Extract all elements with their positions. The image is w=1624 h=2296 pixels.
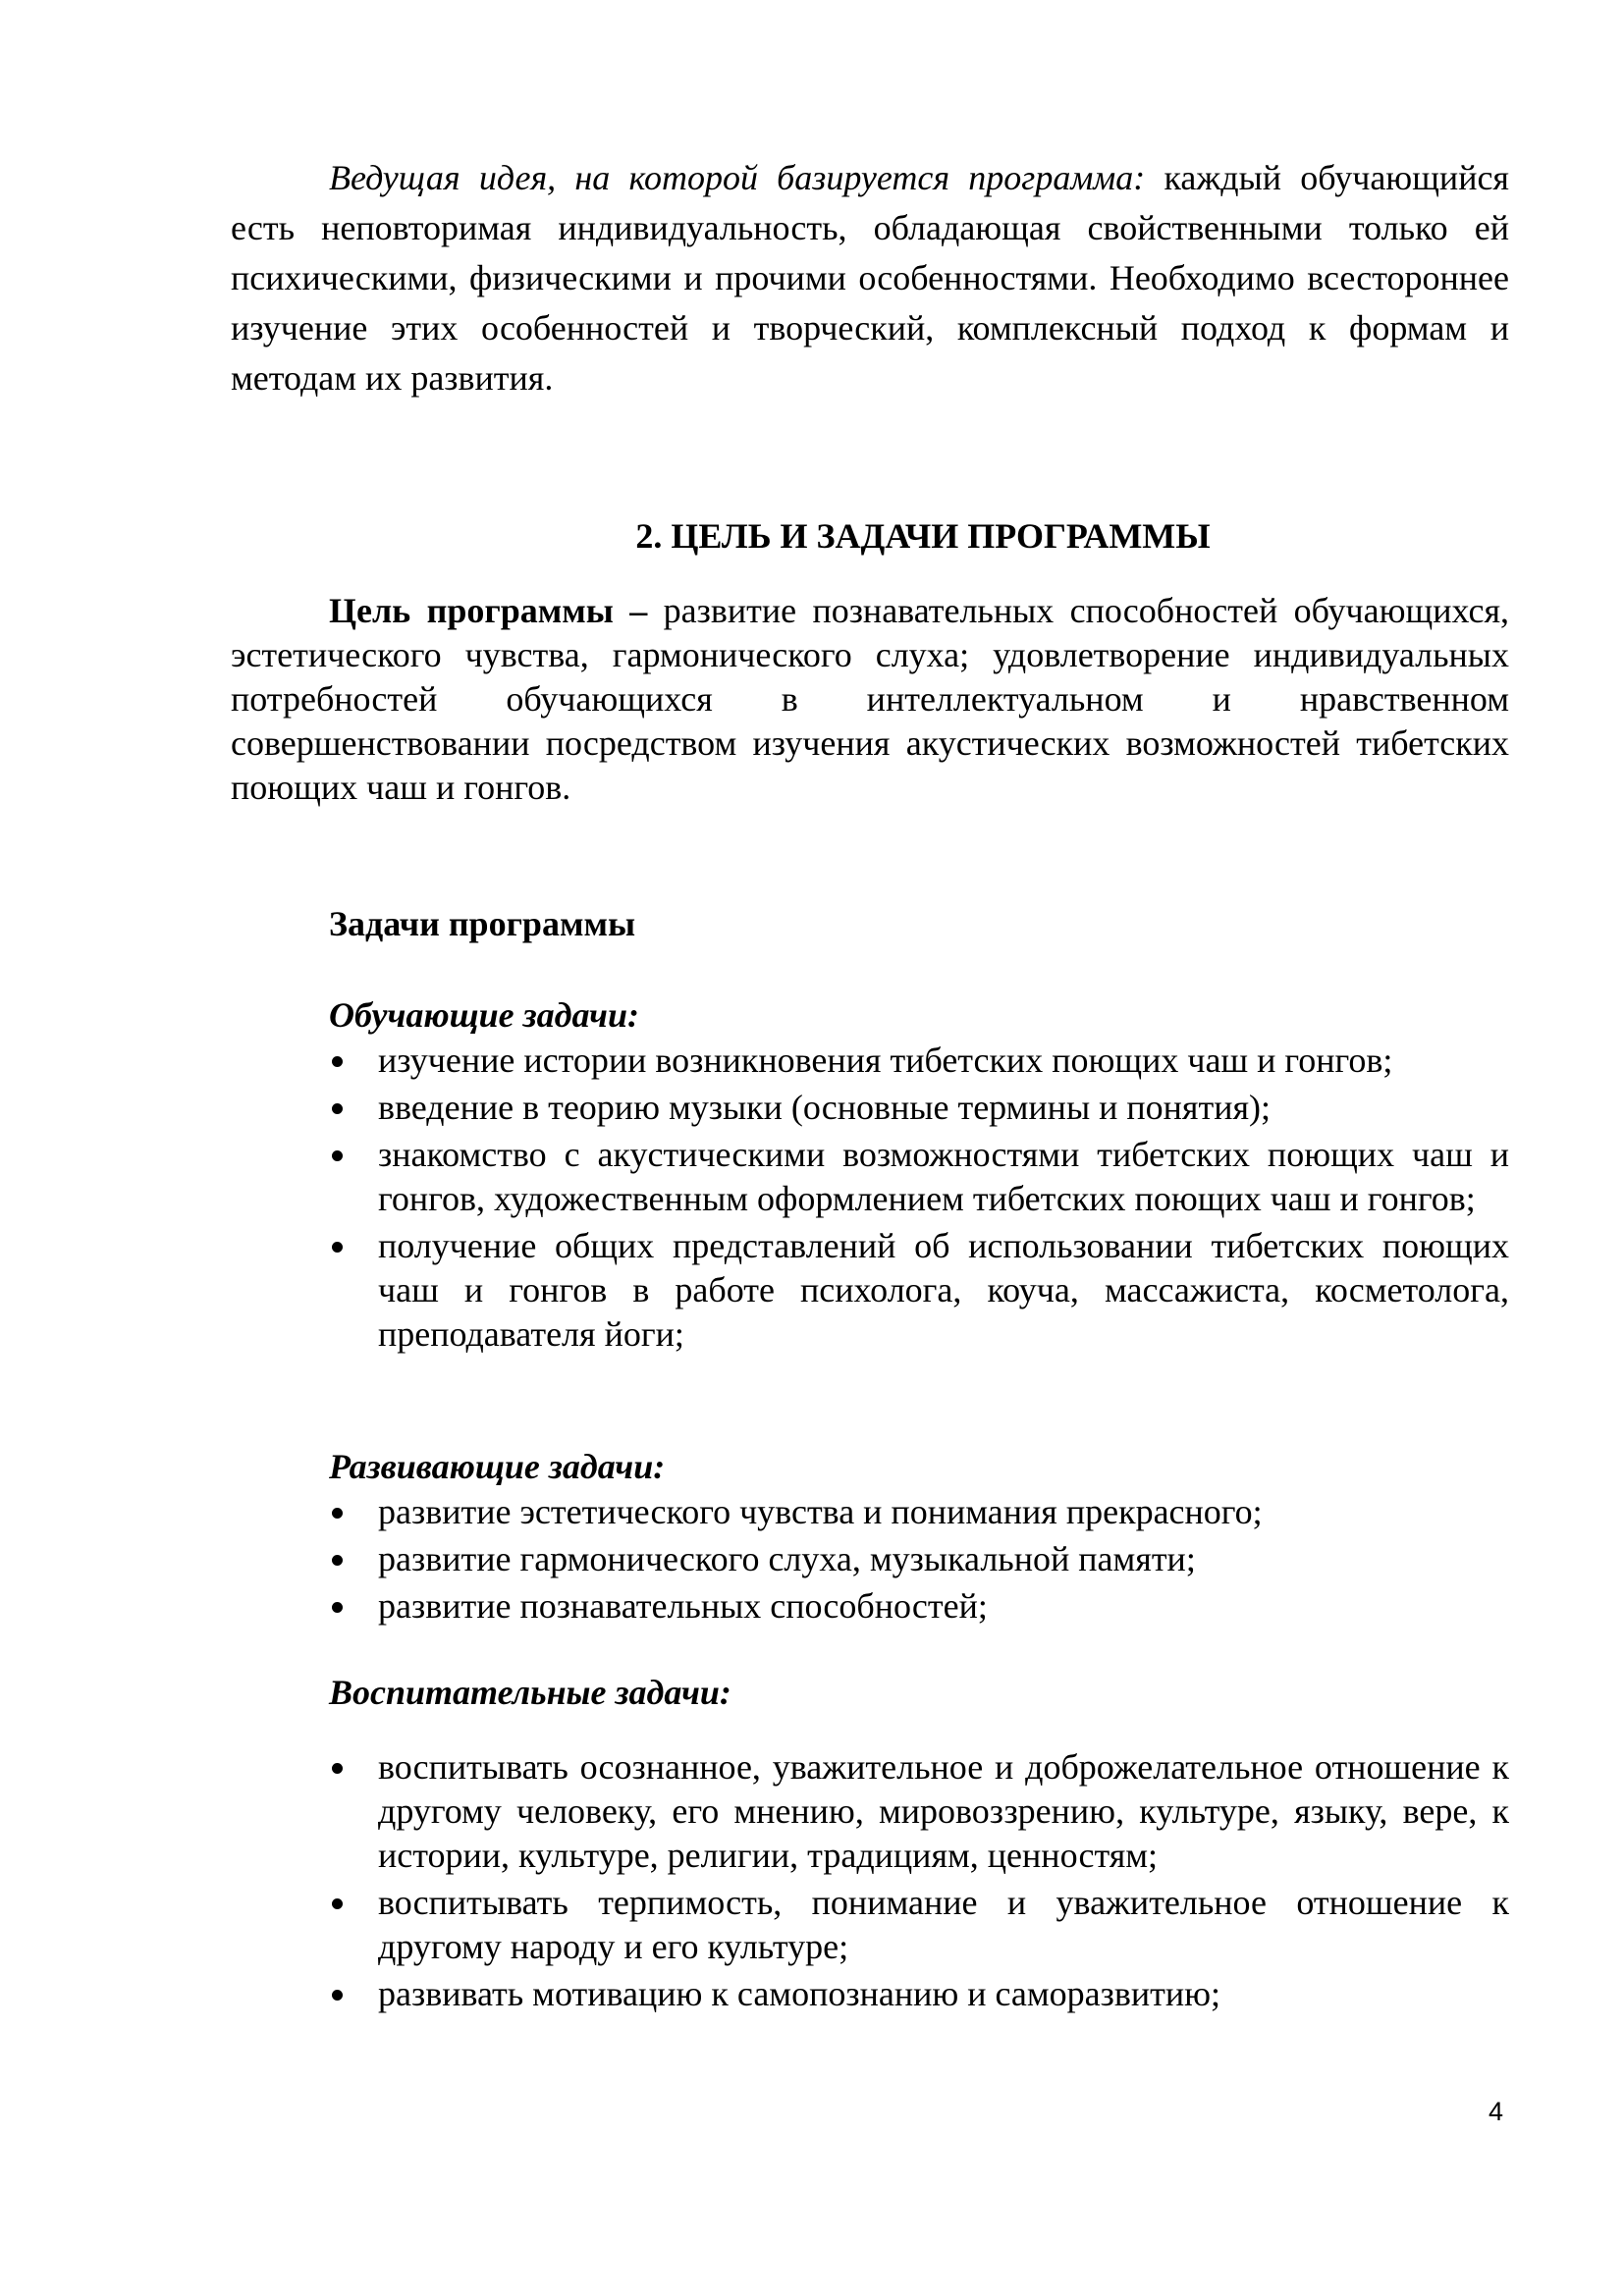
bullet-icon: [332, 1150, 343, 1161]
page-number: 4: [1489, 2097, 1504, 2126]
list-item: [329, 1537, 1509, 1581]
list-item-text: введение в теорию музыки (основные термины и понятия);: [378, 1088, 1272, 1127]
section-heading: 2. ЦЕЛЬ И ЗАДАЧИ ПРОГРАММЫ: [635, 516, 1211, 556]
developing-tasks-title: Развивающие задачи:: [329, 1447, 666, 1486]
bullet-icon: [332, 1508, 343, 1519]
bullet-icon: [332, 1555, 343, 1566]
list-item: [329, 1086, 1509, 1130]
bullet-icon: [332, 1763, 343, 1774]
list-item-text: получение общих представлений об использовании тибетских поющих чаш и гонгов в работе психолога, коуча, массажиста, косметолога, преподавателя йоги;: [378, 1226, 1509, 1354]
bullet-icon: [332, 1990, 343, 2001]
list-item: [329, 1133, 1509, 1221]
intro-lead-text: Ведущая идея, на которой базируется программа:: [329, 158, 1146, 197]
list-item-text: развитие эстетического чувства и понимания прекрасного;: [378, 1492, 1263, 1531]
learning-tasks-list: [329, 1039, 1509, 1360]
list-item-text: воспитывать терпимость, понимание и уважительное отношение к другому народу и его культуре;: [378, 1883, 1509, 1966]
learning-tasks-title: Обучающие задачи:: [329, 995, 639, 1035]
list-item: [329, 1745, 1509, 1878]
intro-body-text: каждый обучающийся есть неповторимая индивидуальность, обладающая свойственными только ей психическими, физическими и прочими особенностями. Необходимо всестороннее изучение этих особенностей и творческий, комплексный подход к формам и методам их развития.: [231, 158, 1509, 398]
list-item-text: развитие познавательных способностей;: [378, 1586, 988, 1626]
bullet-icon: [332, 1602, 343, 1613]
list-item: [329, 1224, 1509, 1357]
list-item-text: знакомство с акустическими возможностями тибетских поющих чаш и гонгов, художественным оформлением тибетских поющих чаш и гонгов;: [378, 1135, 1509, 1218]
list-item-text: развитие гармонического слуха, музыкальной памяти;: [378, 1539, 1196, 1578]
list-item: [329, 1584, 1509, 1629]
goal-paragraph: [231, 589, 1509, 810]
bullet-icon: [332, 1056, 343, 1067]
goal-label: Цель программы –: [329, 591, 648, 630]
tasks-title: Задачи программы: [329, 904, 636, 943]
educational-tasks-title: Воспитательные задачи:: [329, 1673, 731, 1712]
list-item: [329, 1039, 1509, 1083]
goal-text: развитие познавательных способностей обучающихся, эстетического чувства, гармонического слуха; удовлетворение индивидуальных потребностей обучающихся в интеллектуальном и нравственном совершенствовании посредством изучения акустических возможностей тибетских поющих чаш и гонгов.: [231, 591, 1509, 807]
list-item-text: воспитывать осознанное, уважительное и доброжелательное отношение к другому человеку, его мнению, мировоззрению, культуре, языку, вере, к истории, культуре, религии, традициям, ценностям;: [378, 1747, 1509, 1875]
list-item: [329, 1881, 1509, 1969]
list-item-text: развивать мотивацию к самопознанию и саморазвитию;: [378, 1974, 1221, 2013]
list-item: [329, 1490, 1509, 1534]
bullet-icon: [332, 1242, 343, 1253]
educational-tasks-list: [329, 1745, 1509, 2019]
list-item: [329, 1972, 1509, 2016]
bullet-icon: [332, 1103, 343, 1114]
intro-paragraph: [231, 153, 1509, 403]
developing-tasks-list: [329, 1490, 1509, 1631]
bullet-icon: [332, 1898, 343, 1909]
list-item-text: изучение истории возникновения тибетских поющих чаш и гонгов;: [378, 1041, 1393, 1080]
